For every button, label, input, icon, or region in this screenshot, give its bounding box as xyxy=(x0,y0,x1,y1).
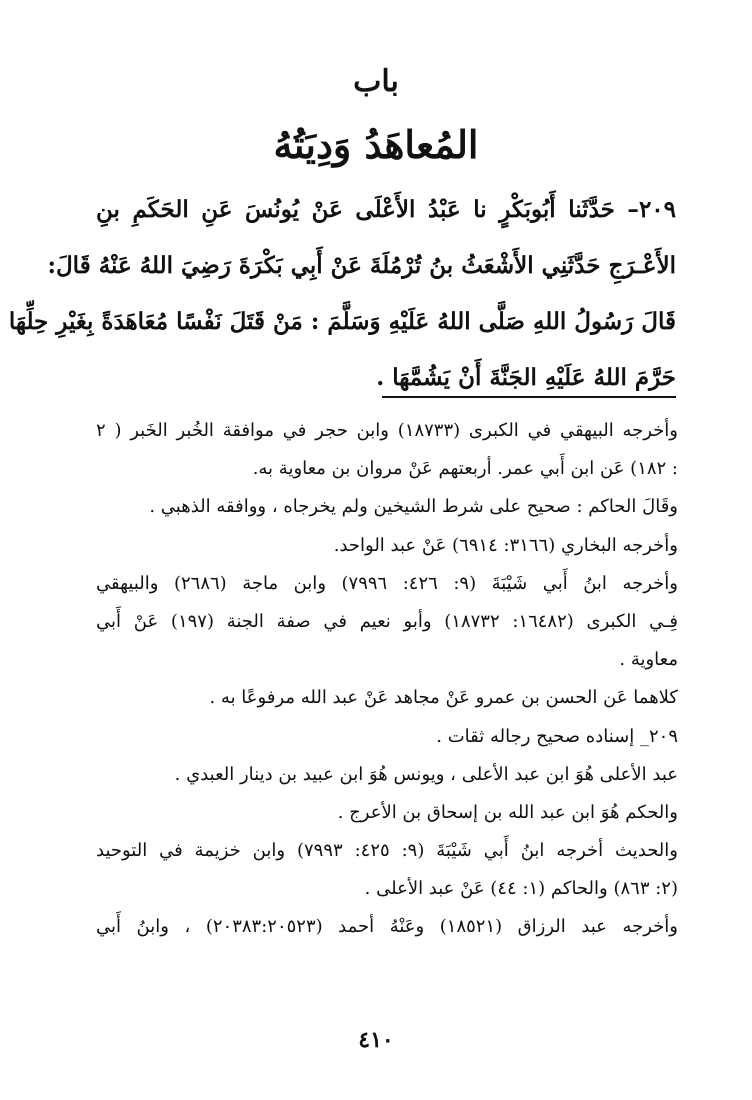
footnote-divider xyxy=(382,396,676,398)
footnote-line: وأخرجه البخاري (٣١٦٦: ٦٩١٤) عَنْ عبد الواحد. xyxy=(333,534,678,556)
footnote-line: والحديث أخرجه ابنُ أَبي شَيْبَةَ (٩: ٤٢٥: ٧٩٩٣) وابن خزيمة في التوحيد xyxy=(96,840,678,862)
page-number: ٤١٠ xyxy=(358,1027,394,1053)
footnote-line: عبد الأعلى هُوَ ابن عبد الأعلى ، ويونس هُوَ ابن عبيد بن دينار العبدي . xyxy=(174,763,678,785)
chapter-heading: باب xyxy=(353,64,399,99)
hadith-line: ٢٠٩– حَدَّثَنا أَبُوبَكْرٍ نا عَبْدُ الأَعْلَى عَنْ يُونُسَ عَنِ الحَكَمِ بنِ xyxy=(96,196,676,223)
footnote-line: وقَالَ الحاكم : صحيح على شرط الشيخين ولم يخرجاه ، ووافقه الذهبي . xyxy=(149,496,678,518)
footnote-line: معاوية . xyxy=(619,649,678,671)
hadith-text xyxy=(8,182,676,406)
hadith-line: الأَعْـرَجِ حَدَّثَنِي الأَشْعَثُ بنُ تُرْمُلَةَ عَنْ أَبِي بَكْرَةَ رَضِيَ اللهُ عَنْهُ قَالَ: xyxy=(47,252,676,279)
footnote-line: وأخرجه ابنُ أَبي شَيْبَةَ (٩: ٤٢٦: ٧٩٩٦) وابن ماجة (٢٦٨٦) والبيهقي xyxy=(96,572,678,594)
footnote-line: والحكم هُوَ ابن عبد الله بن إسحاق بن الأعرج . xyxy=(337,801,678,823)
footnote-line: فِـي الكبرى (١٦٤٨٢: ١٨٧٣٢) وأبو نعيم في صفة الجنة (١٩٧) عَنْ أَبي xyxy=(96,610,678,632)
hadith-line: قَالَ رَسُولُ اللهِ صَلَّى اللهُ عَلَيْهِ وَسَلَّمَ : مَنْ قَتَلَ نَفْسًا مُعَاهَدَةً بِغَيْرِ حِلِّهَا xyxy=(8,308,676,335)
footnote-line: (٢: ٨٦٣) والحاكم (١: ٤٤) عَنْ عبد الأعلى . xyxy=(364,878,678,900)
footnote-line: ٢٠٩_ إسناده صحيح رجاله ثقات . xyxy=(436,725,678,747)
footnote-line: : ١٨٢) عَن ابن أَبي عمر. أربعتهم عَنْ مروان بن معاوية به. xyxy=(252,458,678,480)
footnotes xyxy=(96,412,678,947)
footnote-line: وأخرجه عبد الرزاق (١٨٥٢١) وعَنْهُ أحمد (٢٠٣٨٣:٢٠٥٢٣) ، وابنُ أَبي xyxy=(96,916,678,938)
chapter-title: المُعاهَدُ وَدِيَتُهُ xyxy=(273,122,479,167)
hadith-line: حَرَّمَ اللهُ عَلَيْهِ الجَنَّةَ أَنْ يَشُمَّهَا . xyxy=(376,364,676,391)
footnote-line: وأخرجه البيهقي في الكبرى (١٨٧٣٣) وابن حجر في موافقة الخُبر الخَبر ( ٢ xyxy=(96,420,679,441)
footnote-line: كلاهما عَن الحسن بن عمرو عَنْ مجاهد عَنْ عبد الله مرفوعًا به . xyxy=(209,687,678,709)
